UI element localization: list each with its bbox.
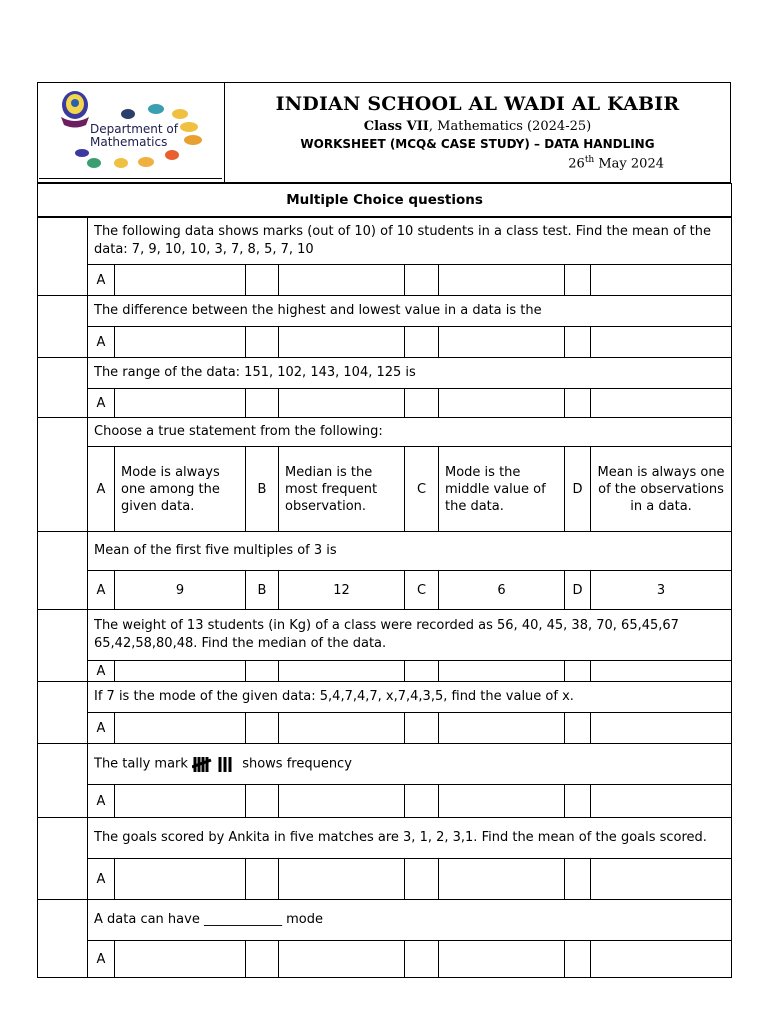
option-letter: A xyxy=(88,327,115,358)
option-answer[interactable] xyxy=(591,389,732,418)
option-answer[interactable] xyxy=(115,785,246,818)
question-row xyxy=(38,610,732,661)
option-letter: A xyxy=(88,713,115,744)
options-row xyxy=(38,941,732,978)
question-row xyxy=(38,418,732,447)
logo-text-line2: Mathematics xyxy=(90,135,168,149)
question-row xyxy=(38,900,732,941)
option-answer[interactable] xyxy=(591,713,732,744)
option-letter: A xyxy=(88,571,115,610)
option-answer[interactable] xyxy=(439,785,565,818)
question-text: A data can have ____________ mode xyxy=(88,900,732,941)
options-row xyxy=(38,571,732,610)
options-row xyxy=(38,265,732,296)
logo-box xyxy=(38,83,225,182)
option-letter xyxy=(246,265,279,296)
option-answer[interactable] xyxy=(591,661,732,682)
tally-mark-icon xyxy=(192,755,238,773)
option-answer[interactable] xyxy=(115,941,246,978)
option-answer[interactable] xyxy=(439,389,565,418)
question-text: The following data shows marks (out of 10) of 10 students in a class test. Find the mean of the data: 7, 9, 10, 10, 3, 7, 8, 5, 7, 10 xyxy=(88,218,732,265)
option-letter xyxy=(405,713,439,744)
option-letter: B xyxy=(246,571,279,610)
question-number-cell xyxy=(38,296,88,358)
question-text: If 7 is the mode of the given data: 5,4,7,4,7, x,7,4,3,5, find the value of x. xyxy=(88,682,732,713)
option-letter: D xyxy=(565,571,591,610)
option-letter xyxy=(565,713,591,744)
option-answer[interactable] xyxy=(439,265,565,296)
options-row xyxy=(38,785,732,818)
date-day: 26 xyxy=(568,156,585,172)
question-text-after: shows frequency xyxy=(238,756,352,772)
option-letter xyxy=(246,389,279,418)
worksheet-title: WORKSHEET (MCQ& CASE STUDY) – DATA HANDLING xyxy=(300,137,655,151)
option-letter xyxy=(565,941,591,978)
option-answer[interactable] xyxy=(279,941,405,978)
option-letter xyxy=(246,661,279,682)
option-answer[interactable]: Mode is the middle value of the data. xyxy=(439,447,565,532)
class-rest: , Mathematics (2024-25) xyxy=(428,119,592,134)
option-letter xyxy=(246,785,279,818)
option-letter xyxy=(565,265,591,296)
option-answer[interactable] xyxy=(439,859,565,900)
header-text xyxy=(225,83,730,182)
question-row xyxy=(38,218,732,265)
options-row xyxy=(38,389,732,418)
option-answer[interactable] xyxy=(279,265,405,296)
option-letter: A xyxy=(88,661,115,682)
option-answer[interactable] xyxy=(115,389,246,418)
option-letter xyxy=(405,327,439,358)
options-row xyxy=(38,661,732,682)
option-answer[interactable] xyxy=(115,265,246,296)
option-letter xyxy=(405,785,439,818)
question-text: The weight of 13 students (in Kg) of a class were recorded as 56, 40, 45, 38, 70, 65,45,67 65,42,58,80,48. Find the median of the data. xyxy=(88,610,732,661)
option-letter: C xyxy=(405,447,439,532)
option-answer[interactable] xyxy=(115,661,246,682)
option-letter: A xyxy=(88,447,115,532)
question-row xyxy=(38,818,732,859)
option-letter xyxy=(405,265,439,296)
option-letter xyxy=(565,661,591,682)
option-answer[interactable] xyxy=(279,785,405,818)
option-letter: D xyxy=(565,447,591,532)
questions-table xyxy=(37,217,732,978)
question-row xyxy=(38,744,732,785)
question-row xyxy=(38,358,732,389)
school-name: INDIAN SCHOOL AL WADI AL KABIR xyxy=(275,93,680,115)
option-answer[interactable] xyxy=(591,941,732,978)
option-letter: A xyxy=(88,389,115,418)
option-answer[interactable] xyxy=(591,265,732,296)
option-answer[interactable]: Median is the most frequent observation. xyxy=(279,447,405,532)
question-number-cell xyxy=(38,744,88,818)
option-answer[interactable] xyxy=(591,859,732,900)
logo-text xyxy=(90,123,178,149)
option-letter: A xyxy=(88,785,115,818)
option-answer[interactable]: 6 xyxy=(439,571,565,610)
question-text: Mean of the first five multiples of 3 is xyxy=(88,532,732,571)
option-answer[interactable] xyxy=(591,785,732,818)
options-row xyxy=(38,713,732,744)
question-number-cell xyxy=(38,900,88,978)
question-row xyxy=(38,296,732,327)
option-answer[interactable]: Mode is always one among the given data. xyxy=(115,447,246,532)
option-letter xyxy=(565,327,591,358)
option-answer[interactable] xyxy=(115,859,246,900)
question-row xyxy=(38,682,732,713)
question-text: Choose a true statement from the following: xyxy=(88,418,732,447)
option-letter xyxy=(246,713,279,744)
question-number-cell xyxy=(38,682,88,744)
option-letter: A xyxy=(88,265,115,296)
question-text: The difference between the highest and lowest value in a data is the xyxy=(88,296,732,327)
option-letter xyxy=(246,941,279,978)
option-letter xyxy=(405,661,439,682)
question-text: The goals scored by Ankita in five matches are 3, 1, 2, 3,1. Find the mean of the goals scored. xyxy=(88,818,732,859)
question-row xyxy=(38,532,732,571)
date-sup: th xyxy=(584,155,595,165)
option-letter: A xyxy=(88,859,115,900)
option-answer[interactable]: 9 xyxy=(115,571,246,610)
option-letter xyxy=(246,327,279,358)
options-row xyxy=(38,859,732,900)
logo-text-line1: Department of xyxy=(90,122,178,136)
option-answer[interactable] xyxy=(279,859,405,900)
option-letter: B xyxy=(246,447,279,532)
option-answer[interactable] xyxy=(439,327,565,358)
option-answer[interactable] xyxy=(439,713,565,744)
worksheet-header xyxy=(37,82,731,183)
option-answer[interactable] xyxy=(115,713,246,744)
class-line xyxy=(225,119,730,134)
logo-underline xyxy=(39,178,222,179)
options-row xyxy=(38,327,732,358)
option-answer[interactable]: Mean is always one of the observations in a data. xyxy=(591,447,732,532)
mcq-table xyxy=(37,183,732,217)
option-answer[interactable] xyxy=(591,327,732,358)
question-number-cell xyxy=(38,358,88,418)
option-letter xyxy=(565,785,591,818)
question-number-cell xyxy=(38,218,88,296)
question-text-before: The tally mark xyxy=(94,756,193,772)
worksheet-date xyxy=(568,155,664,171)
option-letter xyxy=(565,389,591,418)
question-number-cell xyxy=(38,610,88,682)
option-answer[interactable] xyxy=(439,661,565,682)
option-answer[interactable] xyxy=(279,327,405,358)
option-letter: C xyxy=(405,571,439,610)
question-text: The range of the data: 151, 102, 143, 104, 125 is xyxy=(88,358,732,389)
option-answer[interactable] xyxy=(279,389,405,418)
question-number-cell xyxy=(38,532,88,610)
section-title: Multiple Choice questions xyxy=(38,184,732,217)
option-letter: A xyxy=(88,941,115,978)
option-letter xyxy=(565,859,591,900)
question-number-cell xyxy=(38,818,88,900)
question-number-cell xyxy=(38,418,88,532)
option-letter xyxy=(405,941,439,978)
options-row xyxy=(38,447,732,532)
class-label: Class VII xyxy=(363,119,429,134)
option-answer[interactable] xyxy=(279,661,405,682)
option-letter xyxy=(246,859,279,900)
option-answer[interactable] xyxy=(439,941,565,978)
question-text xyxy=(88,744,732,785)
option-answer[interactable] xyxy=(115,327,246,358)
option-letter xyxy=(405,859,439,900)
option-answer[interactable]: 12 xyxy=(279,571,405,610)
option-answer[interactable] xyxy=(279,713,405,744)
worksheet xyxy=(37,82,731,978)
option-answer[interactable]: 3 xyxy=(591,571,732,610)
date-rest: May 2024 xyxy=(594,156,664,172)
option-letter xyxy=(405,389,439,418)
